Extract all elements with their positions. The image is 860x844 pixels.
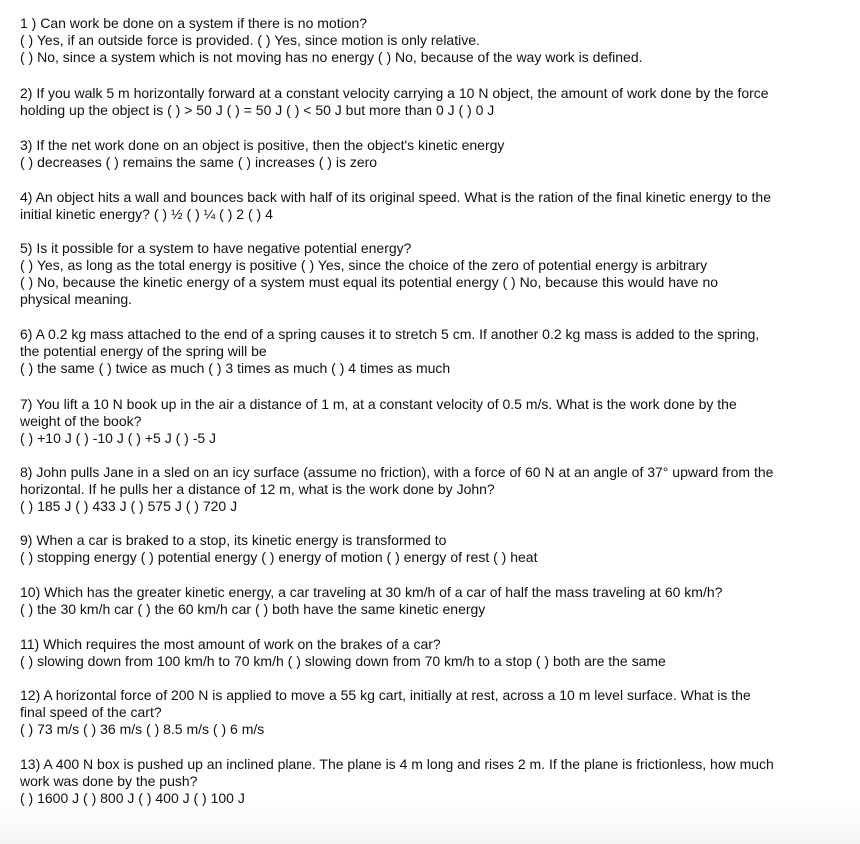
question-8 — [20, 464, 835, 515]
answer-options: ( ) 1600 J ( ) 800 J ( ) 400 J ( ) 100 J — [20, 790, 245, 806]
answer-options: initial kinetic energy? ( ) ½ ( ) ¼ ( ) 2 ( ) 4 — [20, 206, 273, 222]
question-9 — [20, 532, 835, 566]
answer-options: ( ) +10 J ( ) -10 J ( ) +5 J ( ) -5 J — [20, 430, 217, 446]
answer-options: ( ) No, because the kinetic energy of a system must equal its potential energy ( ) No, because this would have no — [20, 274, 719, 290]
question-line: work was done by the push? — [20, 773, 198, 789]
answer-options: ( ) Yes, as long as the total energy is positive ( ) Yes, since the choice of the zero of potential energy is arbitrary — [20, 257, 708, 273]
answer-options: ( ) No, since a system which is not moving has no energy ( ) No, because of the way work is defined. — [20, 49, 643, 65]
question-line: 11) Which requires the most amount of work on the brakes of a car? — [20, 636, 441, 652]
question-line: 12) A horizontal force of 200 N is applied to move a 55 kg cart, initially at rest, across a 10 m level surface. What is the — [20, 687, 751, 703]
question-12 — [20, 687, 835, 738]
question-1 — [20, 15, 835, 66]
answer-options: ( ) 73 m/s ( ) 36 m/s ( ) 8.5 m/s ( ) 6 m/s — [20, 721, 265, 737]
answer-options: ( ) the same ( ) twice as much ( ) 3 times as much ( ) 4 times as much — [20, 360, 451, 376]
answer-options: ( ) stopping energy ( ) potential energy ( ) energy of motion ( ) energy of rest ( ) heat — [20, 549, 538, 565]
question-line: 13) A 400 N box is pushed up an inclined plane. The plane is 4 m long and rises 2 m. If the plane is frictionless, how much — [20, 756, 774, 772]
answer-options: ( ) Yes, if an outside force is provided. ( ) Yes, since motion is only relative. — [20, 32, 480, 48]
question-line: 1 ) Can work be done on a system if there is no motion? — [20, 15, 368, 31]
question-10 — [20, 584, 835, 618]
question-line: 4) An object hits a wall and bounces back with half of its original speed. What is the ration of the final kinetic energy to the — [20, 189, 771, 205]
question-line: 7) You lift a 10 N book up in the air a distance of 1 m, at a constant velocity of 0.5 m/s. What is the work done by the — [20, 396, 737, 412]
question-line: the potential energy of the spring will be — [20, 343, 267, 359]
question-line: final speed of the cart? — [20, 704, 162, 720]
answer-options: physical meaning. — [20, 291, 133, 307]
question-6 — [20, 326, 835, 377]
answer-options: holding up the object is ( ) > 50 J ( ) = 50 J ( ) < 50 J but more than 0 J ( ) 0 J — [20, 102, 495, 118]
question-line: 5) Is it possible for a system to have negative potential energy? — [20, 240, 412, 256]
question-line: 8) John pulls Jane in a sled on an icy surface (assume no friction), with a force of 60 N at an angle of 37° upward from the — [20, 464, 774, 480]
question-3 — [20, 137, 835, 171]
question-line: weight of the book? — [20, 413, 142, 429]
question-7 — [20, 396, 835, 447]
question-4 — [20, 189, 835, 223]
question-2 — [20, 85, 835, 119]
question-line: 3) If the net work done on an object is positive, then the object's kinetic energy — [20, 137, 505, 153]
answer-options: ( ) slowing down from 100 km/h to 70 km/h ( ) slowing down from 70 km/h to a stop ( ) both are the same — [20, 653, 666, 669]
question-5 — [20, 240, 835, 308]
question-line: 10) Which has the greater kinetic energy, a car traveling at 30 km/h of a car of half the mass traveling at 60 km/h? — [20, 584, 723, 600]
answer-options: ( ) 185 J ( ) 433 J ( ) 575 J ( ) 720 J — [20, 498, 238, 514]
question-line: 2) If you walk 5 m horizontally forward at a constant velocity carrying a 10 N object, the amount of work done by the force — [20, 85, 769, 101]
answer-options: ( ) the 30 km/h car ( ) the 60 km/h car ( ) both have the same kinetic energy — [20, 601, 486, 617]
question-11 — [20, 636, 835, 670]
question-line: 9) When a car is braked to a stop, its kinetic energy is transformed to — [20, 532, 447, 548]
question-13 — [20, 756, 835, 807]
question-line: horizontal. If he pulls her a distance of 12 m, what is the work done by John? — [20, 481, 495, 497]
answer-options: ( ) decreases ( ) remains the same ( ) increases ( ) is zero — [20, 154, 378, 170]
question-line: 6) A 0.2 kg mass attached to the end of a spring causes it to stretch 5 cm. If another 0.2 kg mass is added to the spring, — [20, 326, 760, 342]
